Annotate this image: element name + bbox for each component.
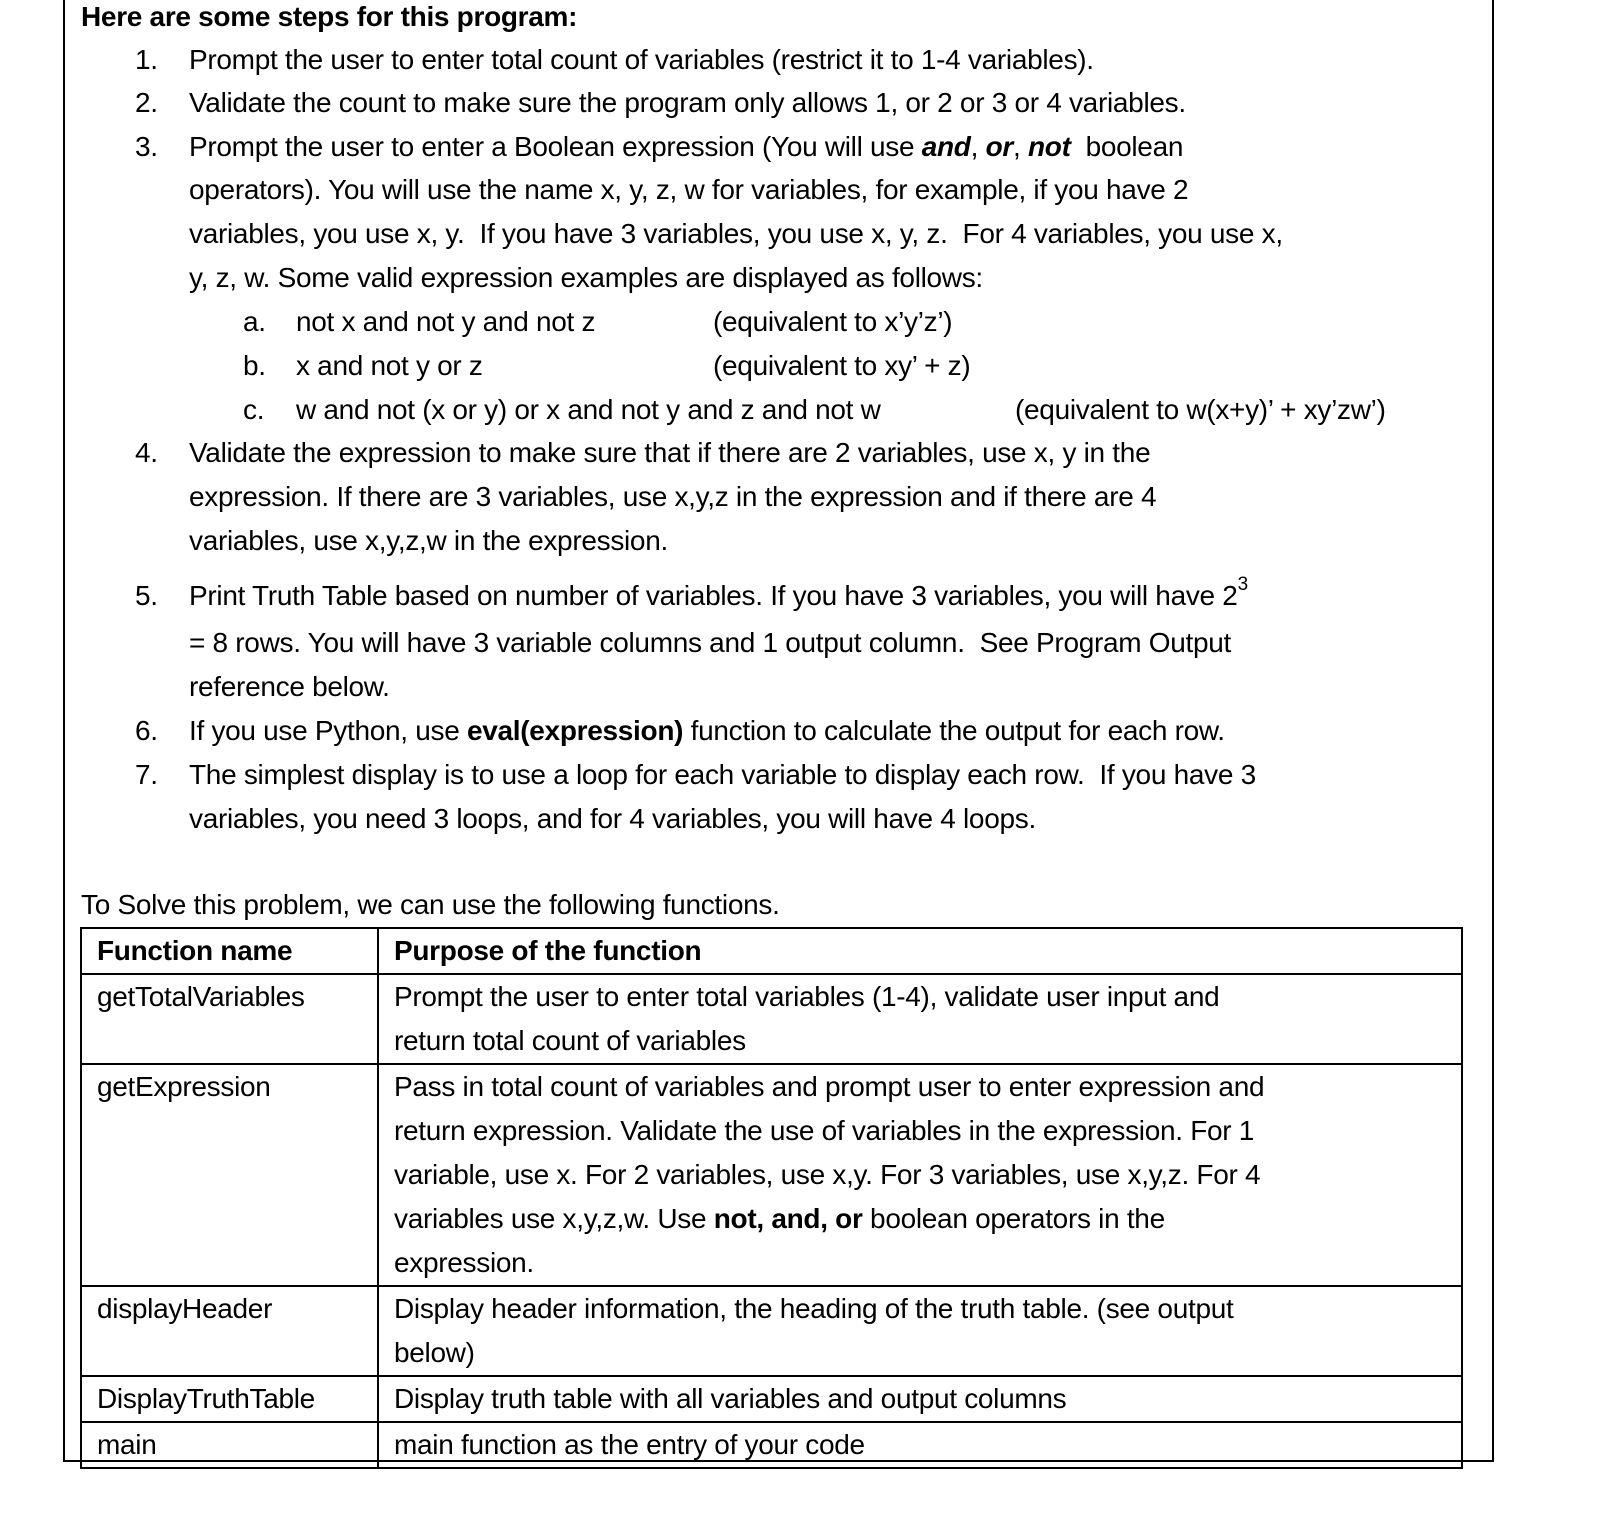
purpose-line [394,1109,1446,1153]
purpose-line [394,1241,1446,1285]
purpose-line [394,1331,1446,1375]
purpose-line [394,1377,1446,1421]
text-run: return expression. Validate the use of variables in the expression. For 1 [394,1115,1255,1146]
step-number: 7. [135,759,158,790]
header-purpose: Purpose of the function [378,928,1462,974]
example-expression: w and not (x or y) or x and not y and z and not w [296,394,881,425]
text-run: or [985,131,1013,162]
table-row [81,1286,1462,1376]
example-letter: a. [243,306,266,337]
function-name-cell: getExpression [81,1064,378,1286]
step-text-line [189,714,1225,748]
text-run: variables, you need 3 loops, and for 4 variables, you will have 4 loops. [189,803,1036,834]
purpose-line [394,975,1446,1019]
table-row [81,1422,1462,1468]
text-run: operators). You will use the name x, y, z, w for variables, for example, if you have 2 [189,174,1189,205]
function-name-cell: displayHeader [81,1286,378,1376]
text-run: Validate the expression to make sure that if there are 2 variables, use x, y in the [189,437,1151,468]
functions-intro: To Solve this problem, we can use the following functions. [81,889,780,920]
step-text-line [189,626,1231,660]
table-row [81,1376,1462,1422]
text-run: The simplest display is to use a loop for each variable to display each row. If you have 3 [189,759,1256,790]
function-purpose-cell [378,1064,1462,1286]
step-text-line [189,480,1156,514]
text-run: function to calculate the output for each row. [683,715,1225,746]
example-equivalent: (equivalent to xy’ + z) [713,350,971,381]
text-run: variable, use x. For 2 variables, use x,y. For 3 variables, use x,y,z. For 4 [394,1159,1261,1190]
example-equivalent: (equivalent to w(x+y)’ + xy’zw’) [1015,394,1386,425]
superscript: 3 [1237,574,1248,595]
step-number: 5. [135,580,158,611]
step-text-line [189,802,1036,836]
text-run: = 8 rows. You will have 3 variable columns and 1 output column. See Program Output [189,627,1232,658]
text-run: not, and, or [713,1203,863,1234]
step-number: 4. [135,437,158,468]
step-text-line [189,173,1188,207]
purpose-line [394,1287,1446,1331]
text-run: below) [394,1337,475,1368]
text-run: Display truth table with all variables and output columns [394,1383,1067,1414]
step-number: 3. [135,131,158,162]
table-row [81,1064,1462,1286]
step-text-line [189,43,1094,77]
text-run: boolean operators in the [862,1203,1165,1234]
function-name-cell: main [81,1422,378,1468]
purpose-line [394,1197,1446,1241]
text-run: main function as the entry of your code [394,1429,865,1460]
text-run: , [970,131,986,162]
function-purpose-cell [378,1422,1462,1468]
function-purpose-cell [378,1376,1462,1422]
text-run: Validate the count to make sure the program only allows 1, or 2 or 3 or 4 variables. [189,87,1186,118]
text-run: Display header information, the heading of the truth table. (see output [394,1293,1234,1324]
example-letter: c. [243,394,265,425]
text-run: Prompt the user to enter total count of variables (restrict it to 1-4 variables). [189,44,1094,75]
table-row [81,974,1462,1064]
text-run: Pass in total count of variables and prompt user to enter expression and [394,1071,1265,1102]
step-text-line [189,436,1150,470]
header-function-name: Function name [81,928,378,974]
function-purpose-cell [378,974,1462,1064]
step-text-line [189,217,1283,251]
step-number: 6. [135,715,158,746]
purpose-line [394,1423,1446,1467]
purpose-line [394,1019,1446,1063]
text-run: reference below. [189,671,390,702]
step-text-line [189,130,1183,164]
step-number: 2. [135,87,158,118]
text-run: If you use Python, use [189,715,467,746]
function-purpose-cell [378,1286,1462,1376]
step-text-line [189,524,668,558]
text-run: variables use x,y,z,w. Use [394,1203,714,1234]
text-run: y, z, w. Some valid expression examples are displayed as follows: [189,262,983,293]
section-title: Here are some steps for this program: [81,1,578,32]
text-run: not [1027,131,1071,162]
step-text-line [189,261,983,295]
text-run: Prompt the user to enter a Boolean expression (You will use [189,131,922,162]
functions-table [80,927,1463,1469]
purpose-line [394,1153,1446,1197]
step-text-line [189,86,1186,120]
step-text-line [189,758,1256,792]
text-run: variables, use x,y,z,w in the expression. [189,525,668,556]
example-letter: b. [243,350,266,381]
step-number: 1. [135,44,158,75]
example-expression: x and not y or z [296,350,483,381]
function-name-cell: DisplayTruthTable [81,1376,378,1422]
function-name-cell: getTotalVariables [81,974,378,1064]
table-header-row [81,928,1462,974]
step-text-line [189,574,1248,613]
text-run: Print Truth Table based on number of variables. If you have 3 variables, you will have 2 [189,580,1238,611]
text-run: Prompt the user to enter total variables (1-4), validate user input and [394,981,1220,1012]
text-run: and [921,131,971,162]
text-run: expression. If there are 3 variables, use x,y,z in the expression and if there are 4 [189,481,1157,512]
text-run: eval(expression) [466,715,684,746]
text-run: return total count of variables [394,1025,746,1056]
step-text-line [189,670,390,704]
text-run: variables, you use x, y. If you have 3 variables, you use x, y, z. For 4 variables, you use x, [189,218,1283,249]
text-run: , [1013,131,1028,162]
text-run: expression. [394,1247,534,1278]
text-run: boolean [1070,131,1184,162]
example-expression: not x and not y and not z [296,306,596,337]
purpose-line [394,1065,1446,1109]
example-equivalent: (equivalent to x’y’z’) [713,306,953,337]
